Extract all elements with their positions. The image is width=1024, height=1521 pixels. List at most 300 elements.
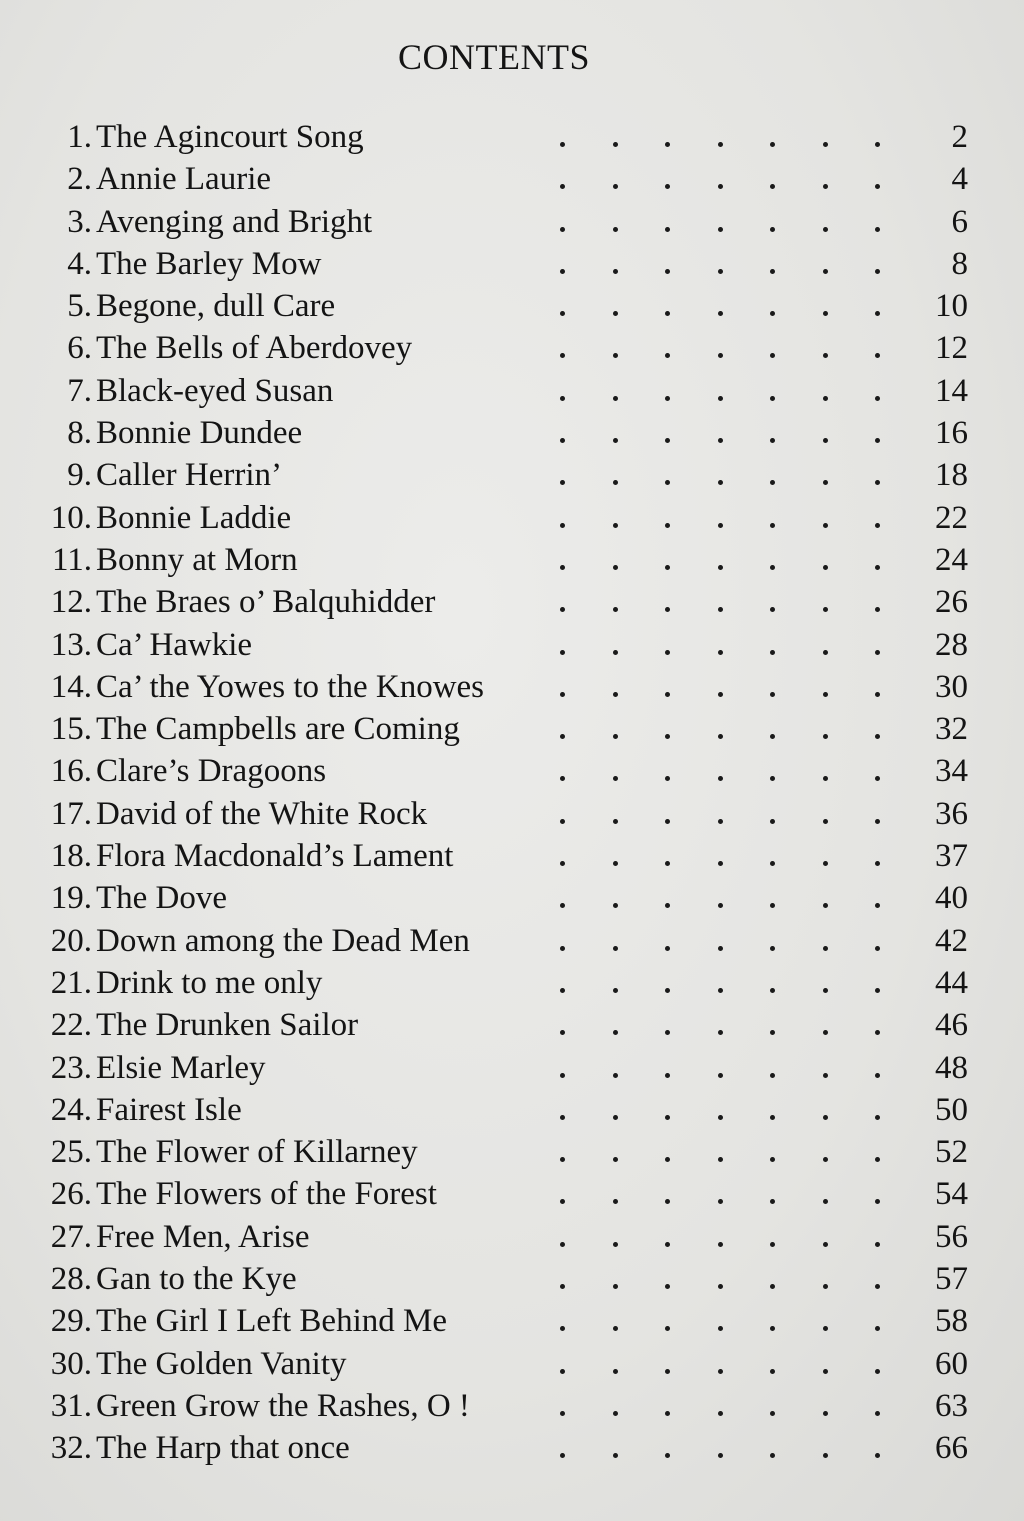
leader-dot	[665, 1199, 670, 1204]
leader-dot	[875, 734, 880, 739]
leader-dot	[665, 396, 670, 401]
leader-dot	[718, 988, 723, 993]
leader-dot	[875, 1369, 880, 1374]
leader-dot	[718, 607, 723, 612]
leader-dot	[665, 1073, 670, 1078]
toc-entry	[0, 497, 1024, 539]
leader-dot	[613, 353, 618, 358]
dot-leader	[560, 750, 880, 781]
leader-dot	[718, 269, 723, 274]
leader-dot	[875, 565, 880, 570]
leader-dot	[823, 1073, 828, 1078]
toc-entry	[0, 370, 1024, 412]
entry-page-number: 66	[935, 1430, 968, 1467]
leader-dot	[613, 861, 618, 866]
entry-page-number: 30	[935, 668, 968, 705]
leader-dot	[823, 1242, 828, 1247]
leader-dot	[770, 1073, 775, 1078]
leader-dot	[718, 1326, 723, 1331]
leader-dot	[613, 480, 618, 485]
entry-page-number: 18	[935, 457, 968, 494]
leader-dot	[560, 988, 565, 993]
leader-dot	[770, 1369, 775, 1374]
entry-number: 2.	[67, 161, 92, 198]
leader-dot	[560, 1369, 565, 1374]
toc-entry	[0, 1258, 1024, 1300]
leader-dot	[665, 1115, 670, 1120]
dot-leader	[560, 877, 880, 908]
leader-dot	[613, 903, 618, 908]
dot-leader	[560, 793, 880, 824]
leader-dot	[718, 1115, 723, 1120]
leader-dot	[770, 1115, 775, 1120]
leader-dot	[665, 903, 670, 908]
toc-entry	[0, 1216, 1024, 1258]
entry-number: 17.	[50, 795, 92, 832]
leader-dot	[770, 1157, 775, 1162]
entry-page-number: 56	[935, 1218, 968, 1255]
leader-dot	[875, 1199, 880, 1204]
entry-number: 20.	[50, 922, 92, 959]
leader-dot	[665, 1411, 670, 1416]
dot-leader	[560, 624, 880, 655]
leader-dot	[875, 946, 880, 951]
leader-dot	[560, 903, 565, 908]
entry-number: 15.	[50, 711, 92, 748]
leader-dot	[823, 1284, 828, 1289]
entry-number: 26.	[50, 1176, 92, 1213]
entry-title: The Campbells are Coming	[96, 711, 460, 748]
entry-number: 11.	[51, 541, 92, 578]
leader-dot	[665, 650, 670, 655]
dot-leader	[560, 708, 880, 739]
leader-dot	[823, 1411, 828, 1416]
leader-dot	[875, 269, 880, 274]
toc-entry	[0, 581, 1024, 623]
leader-dot	[665, 353, 670, 358]
leader-dot	[665, 1369, 670, 1374]
leader-dot	[770, 227, 775, 232]
entry-number: 8.	[67, 415, 92, 452]
leader-dot	[770, 861, 775, 866]
toc-entry	[0, 1300, 1024, 1342]
entry-title: Green Grow the Rashes, O !	[96, 1387, 470, 1424]
leader-dot	[875, 142, 880, 147]
entry-title: The Agincourt Song	[96, 119, 364, 155]
leader-dot	[770, 396, 775, 401]
entry-page-number: 57	[935, 1261, 968, 1298]
dot-leader	[560, 1004, 880, 1035]
entry-title: Begone, dull Care	[96, 288, 336, 325]
entry-title: Bonnie Dundee	[96, 415, 303, 452]
entry-title: David of the White Rock	[96, 795, 428, 832]
entry-page-number: 40	[935, 880, 968, 917]
dot-leader	[560, 962, 880, 993]
toc-entry	[0, 1427, 1024, 1469]
toc-entry	[0, 835, 1024, 877]
leader-dot	[823, 1115, 828, 1120]
entry-page-number: 8	[951, 245, 968, 282]
leader-dot	[560, 1284, 565, 1289]
leader-dot	[560, 1411, 565, 1416]
leader-dot	[560, 311, 565, 316]
leader-dot	[875, 861, 880, 866]
leader-dot	[613, 438, 618, 443]
entry-title: Avenging and Bright	[96, 203, 373, 240]
leader-dot	[665, 819, 670, 824]
dot-leader	[560, 1047, 880, 1078]
dot-leader	[560, 835, 880, 866]
leader-dot	[770, 1326, 775, 1331]
entry-number: 29.	[50, 1303, 92, 1340]
leader-dot	[560, 480, 565, 485]
leader-dot	[613, 819, 618, 824]
entry-number: 7.	[67, 372, 92, 409]
entry-page-number: 63	[935, 1387, 968, 1424]
leader-dot	[613, 269, 618, 274]
leader-dot	[613, 227, 618, 232]
leader-dot	[613, 1073, 618, 1078]
entry-page-number: 28	[935, 626, 968, 663]
entry-title: Fairest Isle	[96, 1091, 242, 1128]
entry-page-number: 26	[935, 584, 968, 621]
entry-page-number: 22	[935, 499, 968, 536]
leader-dot	[875, 692, 880, 697]
leader-dot	[613, 1411, 618, 1416]
leader-dot	[613, 1199, 618, 1204]
leader-dot	[770, 311, 775, 316]
entry-page-number: 54	[935, 1176, 968, 1213]
entry-page-number: 36	[935, 795, 968, 832]
toc-entry	[0, 454, 1024, 496]
entry-title: The Harp that once	[96, 1430, 350, 1467]
entry-title: Annie Laurie	[96, 161, 272, 198]
leader-dot	[718, 1369, 723, 1374]
toc-entry	[0, 1343, 1024, 1385]
entry-title: Elsie Marley	[96, 1049, 266, 1086]
entry-title: Bonnie Laddie	[96, 499, 292, 536]
leader-dot	[770, 946, 775, 951]
leader-dot	[665, 1453, 670, 1458]
leader-dot	[823, 861, 828, 866]
leader-dot	[665, 1326, 670, 1331]
leader-dot	[875, 903, 880, 908]
leader-dot	[718, 480, 723, 485]
leader-dot	[718, 1157, 723, 1162]
leader-dot	[665, 438, 670, 443]
leader-dot	[560, 819, 565, 824]
dot-leader	[560, 1385, 880, 1416]
leader-dot	[718, 1030, 723, 1035]
leader-dot	[560, 184, 565, 189]
leader-dot	[560, 650, 565, 655]
leader-dot	[560, 734, 565, 739]
entry-number: 3.	[67, 203, 92, 240]
toc-entry	[0, 158, 1024, 200]
leader-dot	[823, 523, 828, 528]
dot-leader	[560, 1089, 880, 1120]
leader-dot	[560, 227, 565, 232]
leader-dot	[770, 734, 775, 739]
entry-number: 21.	[50, 964, 92, 1001]
leader-dot	[718, 861, 723, 866]
entry-number: 5.	[67, 288, 92, 325]
entry-number: 16.	[50, 753, 92, 790]
leader-dot	[718, 650, 723, 655]
entry-title: Gan to the Kye	[96, 1261, 297, 1298]
entry-title: Ca’ Hawkie	[96, 626, 253, 663]
leader-dot	[770, 776, 775, 781]
leader-dot	[613, 1242, 618, 1247]
leader-dot	[718, 776, 723, 781]
leader-dot	[560, 353, 565, 358]
entry-page-number: 14	[935, 372, 968, 409]
leader-dot	[718, 734, 723, 739]
entry-number: 32.	[50, 1430, 92, 1467]
leader-dot	[718, 396, 723, 401]
leader-dot	[613, 776, 618, 781]
leader-dot	[560, 269, 565, 274]
leader-dot	[823, 607, 828, 612]
dot-leader	[560, 285, 880, 316]
entry-title: The Flower of Killarney	[96, 1134, 418, 1171]
leader-dot	[613, 142, 618, 147]
entry-number: 9.	[67, 457, 92, 494]
entry-number: 24.	[50, 1091, 92, 1128]
leader-dot	[665, 184, 670, 189]
entry-title: Black-eyed Susan	[96, 372, 334, 409]
leader-dot	[875, 607, 880, 612]
leader-dot	[665, 1242, 670, 1247]
entry-title: Drink to me only	[96, 964, 323, 1001]
leader-dot	[823, 1369, 828, 1374]
leader-dot	[665, 1030, 670, 1035]
entry-title: The Golden Vanity	[96, 1345, 347, 1382]
dot-leader	[560, 666, 880, 697]
leader-dot	[770, 1411, 775, 1416]
leader-dot	[823, 1157, 828, 1162]
leader-dot	[823, 227, 828, 232]
leader-dot	[823, 184, 828, 189]
leader-dot	[560, 1453, 565, 1458]
toc-entry	[0, 285, 1024, 327]
leader-dot	[718, 227, 723, 232]
table-of-contents	[0, 116, 1024, 1470]
entry-title: Down among the Dead Men	[96, 922, 470, 959]
leader-dot	[823, 650, 828, 655]
toc-entry	[0, 539, 1024, 581]
dot-leader	[560, 1173, 880, 1204]
entry-title: The Girl I Left Behind Me	[96, 1303, 447, 1340]
leader-dot	[823, 1326, 828, 1331]
leader-dot	[770, 1030, 775, 1035]
leader-dot	[770, 269, 775, 274]
leader-dot	[560, 438, 565, 443]
leader-dot	[770, 607, 775, 612]
entry-page-number: 60	[935, 1345, 968, 1382]
leader-dot	[718, 1073, 723, 1078]
leader-dot	[665, 523, 670, 528]
leader-dot	[718, 1284, 723, 1289]
toc-entry	[0, 1385, 1024, 1427]
leader-dot	[560, 1157, 565, 1162]
dot-leader	[560, 454, 880, 485]
dot-leader	[560, 1427, 880, 1458]
leader-dot	[560, 1326, 565, 1331]
toc-entry	[0, 666, 1024, 708]
entry-page-number: 34	[935, 753, 968, 790]
leader-dot	[560, 692, 565, 697]
leader-dot	[770, 988, 775, 993]
leader-dot	[770, 819, 775, 824]
leader-dot	[560, 142, 565, 147]
leader-dot	[875, 1115, 880, 1120]
entry-title: Free Men, Arise	[96, 1218, 310, 1255]
leader-dot	[823, 819, 828, 824]
entry-number: 30.	[50, 1345, 92, 1382]
leader-dot	[875, 1242, 880, 1247]
toc-entry	[0, 624, 1024, 666]
leader-dot	[613, 396, 618, 401]
toc-entry	[0, 920, 1024, 962]
leader-dot	[823, 692, 828, 697]
leader-dot	[613, 1157, 618, 1162]
leader-dot	[875, 1326, 880, 1331]
leader-dot	[665, 142, 670, 147]
leader-dot	[875, 311, 880, 316]
entry-page-number: 42	[935, 922, 968, 959]
leader-dot	[770, 1242, 775, 1247]
toc-entry	[0, 412, 1024, 454]
leader-dot	[613, 1030, 618, 1035]
entry-title: Flora Macdonald’s Lament	[96, 838, 454, 875]
leader-dot	[613, 692, 618, 697]
entry-number: 14.	[50, 668, 92, 705]
entry-page-number: 12	[935, 330, 968, 367]
toc-entry	[0, 243, 1024, 285]
entry-page-number: 6	[951, 203, 968, 240]
leader-dot	[875, 1453, 880, 1458]
leader-dot	[823, 988, 828, 993]
leader-dot	[770, 565, 775, 570]
dot-leader	[560, 1300, 880, 1331]
leader-dot	[770, 184, 775, 189]
leader-dot	[718, 523, 723, 528]
entry-title: The Bells of Aberdovey	[96, 330, 413, 367]
leader-dot	[770, 1199, 775, 1204]
entry-number: 27.	[50, 1218, 92, 1255]
leader-dot	[665, 988, 670, 993]
leader-dot	[560, 396, 565, 401]
dot-leader	[560, 116, 880, 147]
leader-dot	[823, 311, 828, 316]
dot-leader	[560, 201, 880, 232]
leader-dot	[823, 438, 828, 443]
toc-entry	[0, 793, 1024, 835]
leader-dot	[823, 734, 828, 739]
leader-dot	[613, 607, 618, 612]
entry-page-number: 44	[935, 964, 968, 1001]
leader-dot	[665, 734, 670, 739]
entry-title: The Drunken Sailor	[96, 1007, 359, 1044]
toc-entry	[0, 1131, 1024, 1173]
entry-number: 10.	[50, 499, 92, 536]
dot-leader	[560, 581, 880, 612]
leader-dot	[613, 184, 618, 189]
leader-dot	[718, 142, 723, 147]
entry-title: The Braes o’ Balquhidder	[96, 584, 436, 621]
leader-dot	[823, 396, 828, 401]
leader-dot	[718, 1411, 723, 1416]
dot-leader	[560, 539, 880, 570]
leader-dot	[560, 946, 565, 951]
leader-dot	[875, 1157, 880, 1162]
entry-title: Caller Herrin’	[96, 457, 282, 494]
toc-entry	[0, 1004, 1024, 1046]
entry-page-number: 2	[951, 119, 968, 155]
leader-dot	[560, 1115, 565, 1120]
leader-dot	[875, 353, 880, 358]
entry-page-number: 10	[935, 288, 968, 325]
leader-dot	[875, 1073, 880, 1078]
leader-dot	[613, 311, 618, 316]
dot-leader	[560, 1343, 880, 1374]
page-title: CONTENTS	[398, 37, 590, 77]
entry-title: The Barley Mow	[96, 245, 322, 282]
dot-leader	[560, 370, 880, 401]
leader-dot	[718, 903, 723, 908]
leader-dot	[613, 1453, 618, 1458]
dot-leader	[560, 243, 880, 274]
leader-dot	[875, 819, 880, 824]
toc-entry	[0, 708, 1024, 750]
entry-page-number: 58	[935, 1303, 968, 1340]
toc-entry	[0, 1047, 1024, 1089]
leader-dot	[770, 903, 775, 908]
leader-dot	[718, 1199, 723, 1204]
toc-entry	[0, 877, 1024, 919]
leader-dot	[665, 1284, 670, 1289]
leader-dot	[613, 523, 618, 528]
toc-entry	[0, 201, 1024, 243]
entry-title: The Dove	[96, 880, 228, 917]
dot-leader	[560, 920, 880, 951]
entry-page-number: 48	[935, 1049, 968, 1086]
entry-title: Bonny at Morn	[96, 541, 298, 578]
toc-entry	[0, 327, 1024, 369]
entry-number: 18.	[50, 838, 92, 875]
leader-dot	[823, 1030, 828, 1035]
leader-dot	[718, 353, 723, 358]
entry-number: 1.	[67, 119, 92, 155]
leader-dot	[665, 776, 670, 781]
entry-page-number: 46	[935, 1007, 968, 1044]
leader-dot	[823, 142, 828, 147]
entry-number: 28.	[50, 1261, 92, 1298]
leader-dot	[665, 227, 670, 232]
leader-dot	[718, 311, 723, 316]
leader-dot	[613, 1284, 618, 1289]
leader-dot	[613, 1115, 618, 1120]
leader-dot	[770, 1284, 775, 1289]
leader-dot	[613, 988, 618, 993]
leader-dot	[823, 565, 828, 570]
leader-dot	[875, 396, 880, 401]
leader-dot	[613, 1326, 618, 1331]
leader-dot	[560, 1030, 565, 1035]
leader-dot	[875, 480, 880, 485]
leader-dot	[823, 480, 828, 485]
